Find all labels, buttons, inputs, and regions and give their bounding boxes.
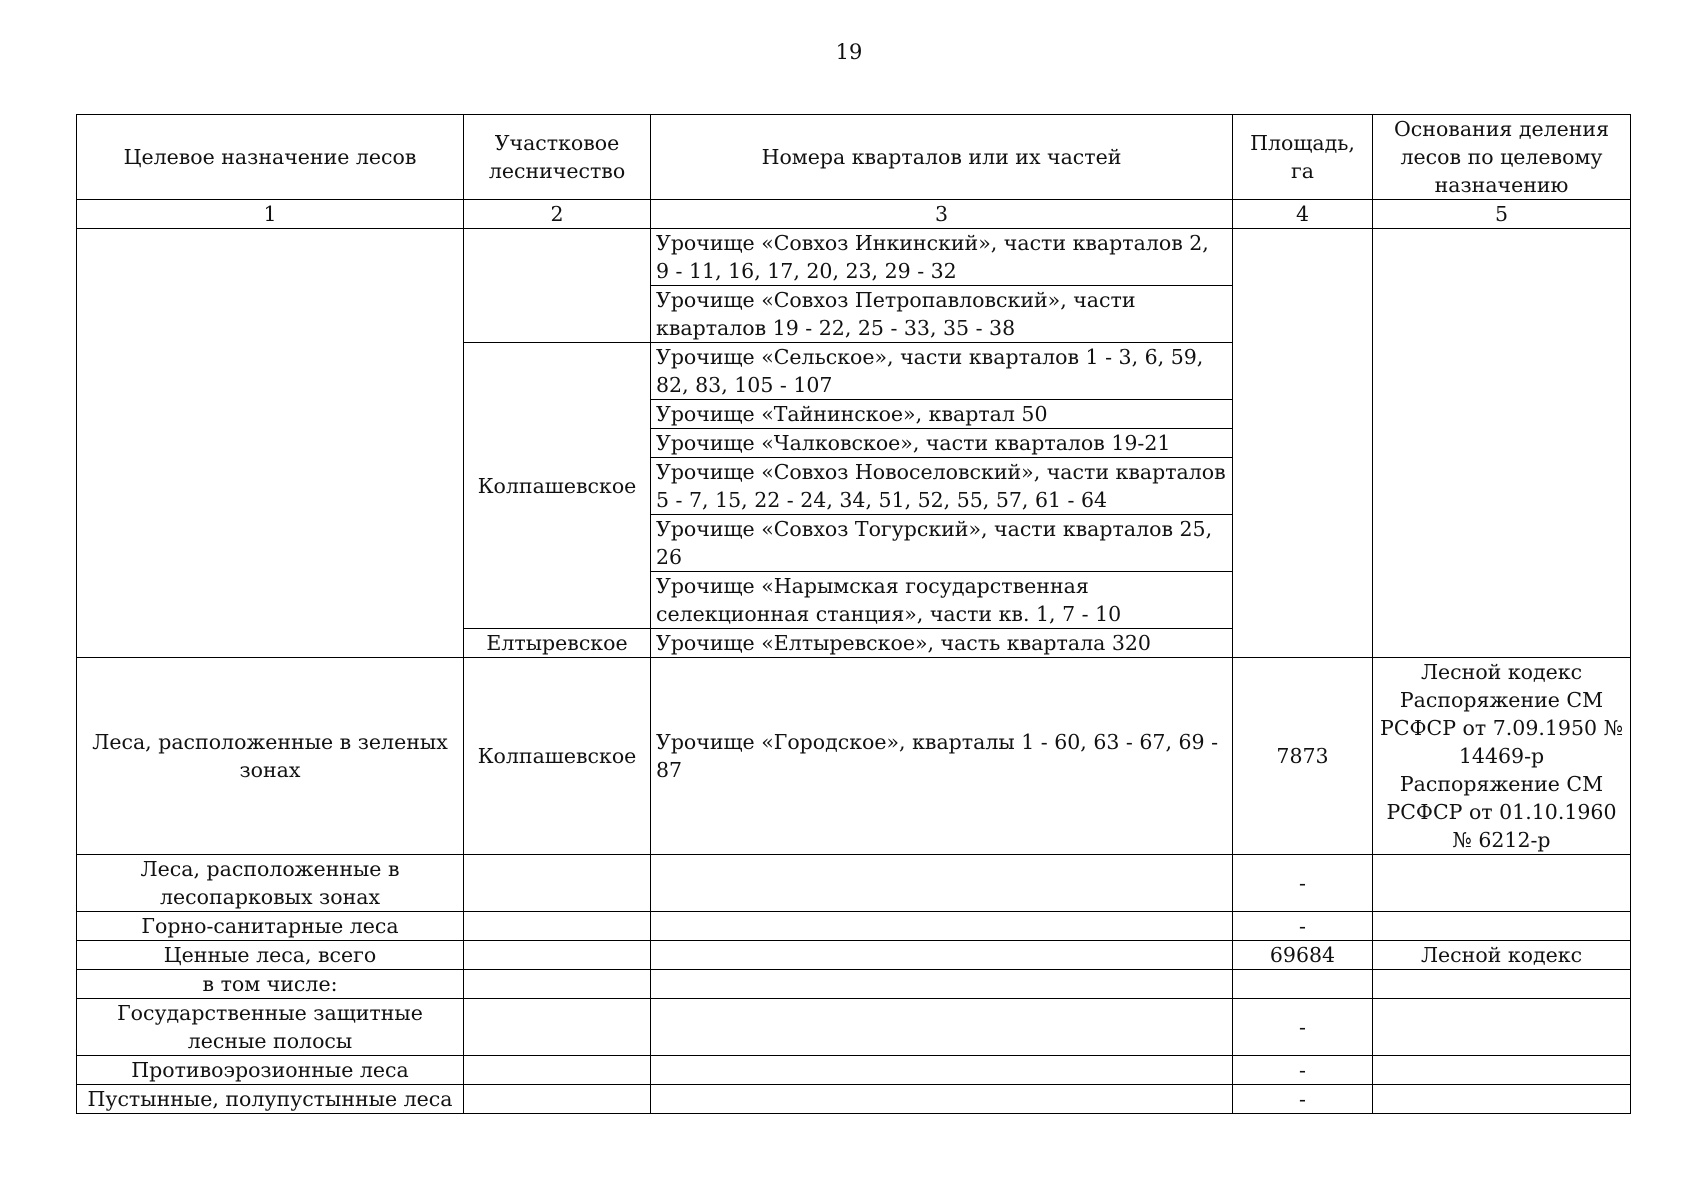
tract-cell: Урочище «Совхоз Петропавловский», части кварталов 19 - 22, 25 - 33, 35 - 38 bbox=[651, 286, 1233, 343]
table-row bbox=[77, 1085, 1631, 1114]
area-cell: 69684 bbox=[1233, 941, 1373, 970]
header-quarters: Номера кварталов или их частей bbox=[651, 115, 1233, 200]
tract-cell-empty bbox=[651, 970, 1233, 999]
tract-cell: Урочище «Совхоз Новоселовский», части кварталов 5 - 7, 15, 22 - 24, 34, 51, 52, 55, 57, 61 - 64 bbox=[651, 458, 1233, 515]
purpose-cell: Противоэрозионные леса bbox=[77, 1056, 464, 1085]
column-number: 1 bbox=[77, 200, 464, 229]
header-area: Площадь, га bbox=[1233, 115, 1373, 200]
area-cell: - bbox=[1233, 855, 1373, 912]
table-row bbox=[77, 229, 1631, 286]
forestry-cell: Колпашевское bbox=[464, 658, 651, 855]
header-purpose: Целевое назначение лесов bbox=[77, 115, 464, 200]
area-cell: - bbox=[1233, 912, 1373, 941]
purpose-cell: в том числе: bbox=[77, 970, 464, 999]
area-cell: - bbox=[1233, 1056, 1373, 1085]
table-row bbox=[77, 970, 1631, 999]
header-forestry: Участковое лесничество bbox=[464, 115, 651, 200]
basis-cell bbox=[1373, 1056, 1631, 1085]
forestry-cell-empty bbox=[464, 1056, 651, 1085]
purpose-cell: Ценные леса, всего bbox=[77, 941, 464, 970]
forestry-cell-empty bbox=[464, 912, 651, 941]
tract-cell: Урочище «Совхоз Тогурский», части кварталов 25, 26 bbox=[651, 515, 1233, 572]
page-number: 19 bbox=[835, 40, 863, 64]
basis-cell bbox=[1373, 658, 1631, 855]
forestry-cell-empty bbox=[464, 855, 651, 912]
basis-cell: Лесной кодекс bbox=[1373, 941, 1631, 970]
purpose-cell: Леса, расположенные в лесопарковых зонах bbox=[77, 855, 464, 912]
table-row-green-zones bbox=[77, 658, 1631, 855]
column-number: 2 bbox=[464, 200, 651, 229]
table-row bbox=[77, 912, 1631, 941]
forestry-cell: Колпашевское bbox=[464, 343, 651, 629]
tract-cell: Урочище «Елтыревское», часть квартала 320 bbox=[651, 629, 1233, 658]
header-basis: Основания деления лесов по целевому назначению bbox=[1373, 115, 1631, 200]
basis-cell bbox=[1373, 912, 1631, 941]
tract-cell-empty bbox=[651, 855, 1233, 912]
basis-line: Распоряжение СМ РСФСР от 7.09.1950 № 14469-р bbox=[1380, 688, 1623, 768]
basis-line: Лесной кодекс bbox=[1420, 660, 1583, 684]
tract-cell-empty bbox=[651, 1085, 1233, 1114]
column-number: 3 bbox=[651, 200, 1233, 229]
basis-cell bbox=[1373, 999, 1631, 1056]
basis-cell-empty bbox=[1373, 229, 1631, 658]
purpose-cell: Горно-санитарные леса bbox=[77, 912, 464, 941]
tract-cell-empty bbox=[651, 941, 1233, 970]
forestry-cell bbox=[464, 229, 651, 343]
basis-cell bbox=[1373, 970, 1631, 999]
table-row bbox=[77, 855, 1631, 912]
forestry-cell-empty bbox=[464, 1085, 651, 1114]
area-cell: - bbox=[1233, 1085, 1373, 1114]
purpose-cell: Леса, расположенные в зеленых зонах bbox=[77, 658, 464, 855]
forestry-cell-empty bbox=[464, 941, 651, 970]
column-number: 5 bbox=[1373, 200, 1631, 229]
purpose-cell: Пустынные, полупустынные леса bbox=[77, 1085, 464, 1114]
basis-cell bbox=[1373, 855, 1631, 912]
tract-cell: Урочище «Сельское», части кварталов 1 - 3, 6, 59, 82, 83, 105 - 107 bbox=[651, 343, 1233, 400]
forest-purpose-table bbox=[76, 114, 1631, 1114]
table-row bbox=[77, 999, 1631, 1056]
tract-cell-empty bbox=[651, 1056, 1233, 1085]
tract-cell: Урочище «Нарымская государственная селекционная станция», части кв. 1, 7 - 10 bbox=[651, 572, 1233, 629]
tract-cell: Урочище «Городское», кварталы 1 - 60, 63 - 67, 69 - 87 bbox=[651, 658, 1233, 855]
header-row bbox=[77, 115, 1631, 200]
purpose-cell-empty bbox=[77, 229, 464, 658]
table-row bbox=[77, 941, 1631, 970]
tract-cell: Урочище «Совхоз Инкинский», части кварталов 2, 9 - 11, 16, 17, 20, 23, 29 - 32 bbox=[651, 229, 1233, 286]
area-cell: - bbox=[1233, 999, 1373, 1056]
purpose-cell: Государственные защитные лесные полосы bbox=[77, 999, 464, 1056]
forestry-cell-empty bbox=[464, 999, 651, 1056]
tract-cell-empty bbox=[651, 912, 1233, 941]
tract-cell: Урочище «Чалковское», части кварталов 19-21 bbox=[651, 429, 1233, 458]
area-cell: 7873 bbox=[1233, 658, 1373, 855]
area-cell-empty bbox=[1233, 229, 1373, 658]
forestry-cell-empty bbox=[464, 970, 651, 999]
tract-cell: Урочище «Тайнинское», квартал 50 bbox=[651, 400, 1233, 429]
basis-cell bbox=[1373, 1085, 1631, 1114]
column-numbers-row bbox=[77, 200, 1631, 229]
basis-line: Распоряжение СМ РСФСР от 01.10.1960 № 6212-р bbox=[1386, 772, 1617, 852]
table-row bbox=[77, 1056, 1631, 1085]
area-cell bbox=[1233, 970, 1373, 999]
column-number: 4 bbox=[1233, 200, 1373, 229]
forestry-cell: Елтыревское bbox=[464, 629, 651, 658]
tract-cell-empty bbox=[651, 999, 1233, 1056]
